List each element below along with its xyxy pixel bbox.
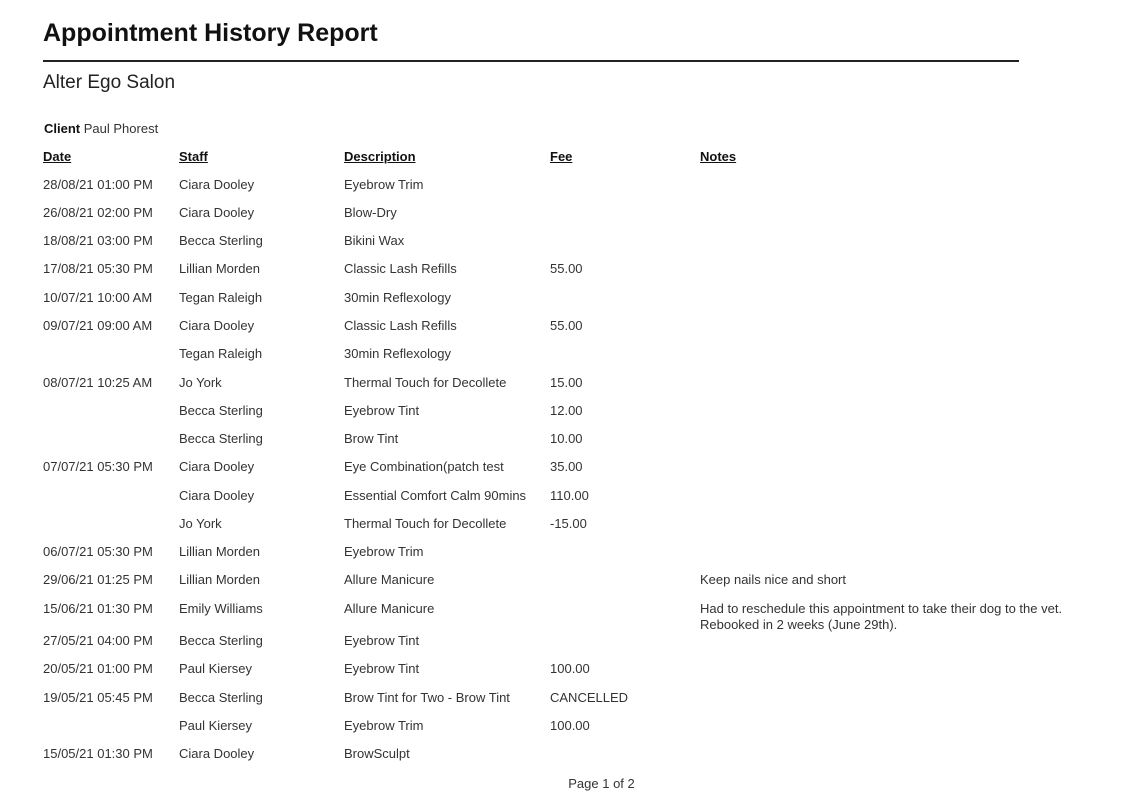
cell-fee: 55.00 <box>550 261 583 276</box>
cell-staff: Becca Sterling <box>179 431 263 446</box>
cell-date: 10/07/21 10:00 AM <box>43 290 153 305</box>
cell-staff: Emily Williams <box>179 601 263 616</box>
column-header-fee: Fee <box>550 149 573 164</box>
cell-date: 27/05/21 04:00 PM <box>43 633 153 648</box>
cell-staff: Ciara Dooley <box>179 459 255 474</box>
cell-fee: -15.00 <box>550 516 587 531</box>
cell-fee: 15.00 <box>550 375 583 390</box>
cell-date: 26/08/21 02:00 PM <box>43 205 153 220</box>
cell-date: 15/06/21 01:30 PM <box>43 601 153 616</box>
cell-staff: Lillian Morden <box>179 261 260 276</box>
cell-fee: 110.00 <box>550 488 589 503</box>
cell-fee: 10.00 <box>550 431 583 446</box>
cell-staff: Ciara Dooley <box>179 205 255 220</box>
cell-description: Eyebrow Trim <box>344 718 424 733</box>
cell-description: Allure Manicure <box>344 572 435 587</box>
cell-description: BrowSculpt <box>344 746 410 761</box>
client-label: Client <box>44 121 81 136</box>
cell-date: 18/08/21 03:00 PM <box>43 233 153 248</box>
cell-staff: Paul Kiersey <box>179 661 252 676</box>
column-header-notes: Notes <box>700 149 737 164</box>
cell-notes: Had to reschedule this appointment to take their dog to the vet. Rebooked in 2 weeks (June 29th). <box>700 601 1063 632</box>
cell-staff: Ciara Dooley <box>179 177 255 192</box>
report-title: Appointment History Report <box>43 19 378 47</box>
page-number: Page 1 of 2 <box>568 776 635 791</box>
cell-staff: Becca Sterling <box>179 233 263 248</box>
cell-date: 08/07/21 10:25 AM <box>43 375 153 390</box>
cell-date: 15/05/21 01:30 PM <box>43 746 153 761</box>
client-line <box>44 121 158 136</box>
cell-description: Classic Lash Refills <box>344 318 457 333</box>
cell-fee: 55.00 <box>550 318 583 333</box>
cell-description: Brow Tint <box>344 431 399 446</box>
column-header-description: Description <box>344 149 416 164</box>
cell-description: Thermal Touch for Decollete <box>344 375 507 390</box>
cell-staff: Lillian Morden <box>179 572 260 587</box>
cell-description: Eye Combination(patch test <box>344 459 504 474</box>
cell-description: Brow Tint for Two - Brow Tint <box>344 690 510 705</box>
cell-date: 29/06/21 01:25 PM <box>43 572 153 587</box>
title-divider <box>43 60 1019 62</box>
salon-name: Alter Ego Salon <box>43 72 176 93</box>
cell-description: Thermal Touch for Decollete <box>344 516 507 531</box>
cell-staff: Paul Kiersey <box>179 718 252 733</box>
cell-staff: Becca Sterling <box>179 633 263 648</box>
cell-date: 07/07/21 05:30 PM <box>43 459 153 474</box>
cell-date: 20/05/21 01:00 PM <box>43 661 153 676</box>
cell-staff: Lillian Morden <box>179 544 260 559</box>
cell-description: 30min Reflexology <box>344 346 451 361</box>
cell-staff: Ciara Dooley <box>179 746 255 761</box>
cell-description: 30min Reflexology <box>344 290 451 305</box>
cell-staff: Ciara Dooley <box>179 488 255 503</box>
cell-staff: Ciara Dooley <box>179 318 255 333</box>
cell-staff: Jo York <box>179 516 222 531</box>
cell-staff: Tegan Raleigh <box>179 290 263 305</box>
column-header-staff: Staff <box>179 149 208 164</box>
column-header-date: Date <box>43 149 72 164</box>
cell-date: 28/08/21 01:00 PM <box>43 177 153 192</box>
cell-description: Eyebrow Trim <box>344 544 424 559</box>
cell-description: Eyebrow Tint <box>344 661 420 676</box>
cell-date: 19/05/21 05:45 PM <box>43 690 153 705</box>
cell-staff: Tegan Raleigh <box>179 346 263 361</box>
cell-description: Allure Manicure <box>344 601 435 616</box>
cell-fee: 100.00 <box>550 718 590 733</box>
cell-description: Essential Comfort Calm 90mins <box>344 488 527 503</box>
cell-staff: Jo York <box>179 375 222 390</box>
cell-notes: Keep nails nice and short <box>700 572 846 587</box>
cell-fee: CANCELLED <box>550 690 629 705</box>
client-name: Paul Phorest <box>83 121 159 136</box>
cell-date: 09/07/21 09:00 AM <box>43 318 153 333</box>
cell-description: Eyebrow Tint <box>344 633 420 648</box>
cell-description: Blow-Dry <box>344 205 397 220</box>
cell-description: Eyebrow Trim <box>344 177 424 192</box>
cell-date: 06/07/21 05:30 PM <box>43 544 153 559</box>
cell-description: Eyebrow Tint <box>344 403 420 418</box>
cell-staff: Becca Sterling <box>179 690 263 705</box>
cell-fee: 12.00 <box>550 403 583 418</box>
cell-fee: 35.00 <box>550 459 583 474</box>
cell-fee: 100.00 <box>550 661 590 676</box>
cell-description: Bikini Wax <box>344 233 405 248</box>
cell-description: Classic Lash Refills <box>344 261 457 276</box>
cell-staff: Becca Sterling <box>179 403 263 418</box>
cell-date: 17/08/21 05:30 PM <box>43 261 153 276</box>
